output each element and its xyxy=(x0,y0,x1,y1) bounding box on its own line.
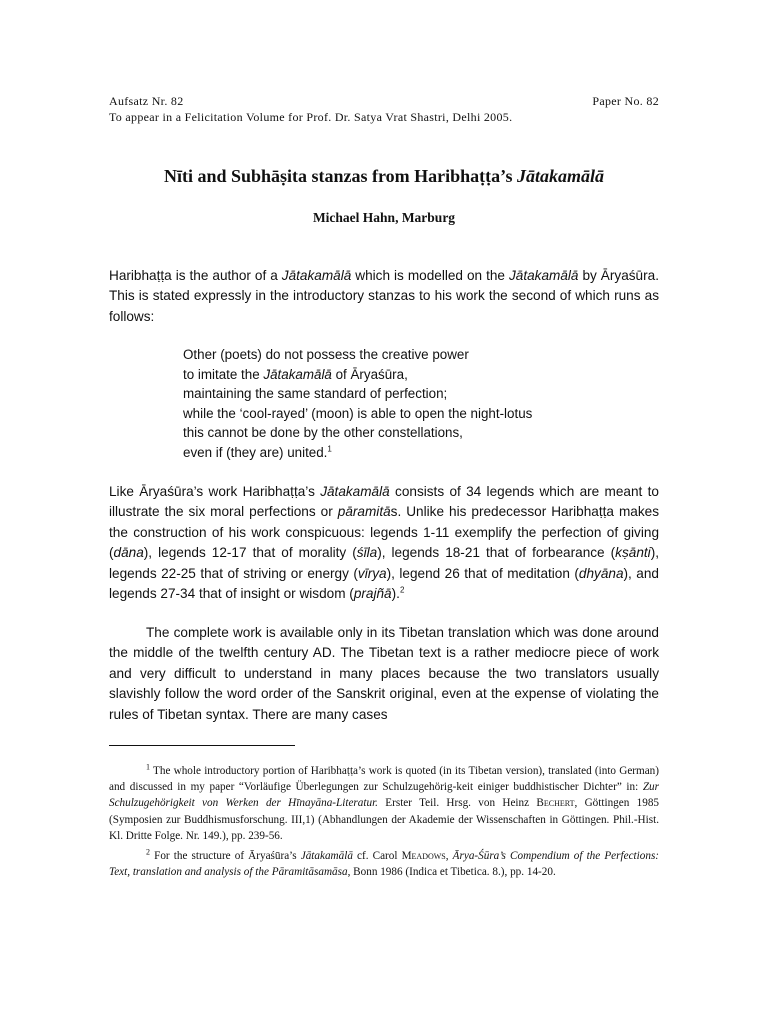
header-aufsatz-number: Aufsatz Nr. 82 xyxy=(109,94,184,108)
footnote-ref-2: 2 xyxy=(399,585,405,595)
verse-line: to imitate the Jātakamālā of Āryaśūra, xyxy=(183,366,408,382)
verse-quote xyxy=(183,345,603,462)
header-paper-number: Paper No. 82 xyxy=(592,94,659,108)
paragraph-structure: Like Āryaśūra’s work Haribhaṭṭa’s Jātakamālā consists of 34 legends which are meant to illustrate the six moral perfections or pāramitās. Unlike his predecessor Haribhaṭṭa makes the construction of his work conspicuous: legends 1-11 exemplify the perfection of giving (dāna), legends 12-17 that of morality (śīla), legends 18-21 that of forbearance (kṣānti), legends 22-25 that of striving or energy (vīrya), legend 26 that of meditation (dhyāna), and legends 27-34 that of insight or wisdom (prajñā).$^2$ xyxy=(109,484,659,602)
header-publication-note: To appear in a Felicitation Volume for Prof. Dr. Satya Vrat Shastri, Delhi 2005. xyxy=(109,109,513,124)
page-title xyxy=(109,166,659,187)
verse-line: maintaining the same standard of perfection; xyxy=(183,386,448,401)
author-line: Michael Hahn, Marburg xyxy=(312,210,456,225)
paragraph-intro: Haribhaṭṭa is the author of a Jātakamālā which is modelled on the Jātakamālā by Āryaśūra. This is stated expressly in the introductory stanzas to his work the second of which runs as follows: xyxy=(109,268,659,324)
footnote-2: $^2$ For the structure of Āryaśūra’s Jātakamālā cf. Carol Meadows, Ārya-Śūra’s Compendium of the Perfections: Text, translation and analysis of the Pāramitāsamāsa, Bonn 1986 (Indica et Tibetica. 8.), pp. 14-20. xyxy=(109,847,660,879)
verse-line: even if (they are) united.$^1$ xyxy=(183,444,332,460)
title-italic: Jātakamālā xyxy=(517,166,605,186)
footnote-1: $^1$ The whole introductory portion of Haribhaṭṭa’s work is quoted (in its Tibetan version), translated (into German) and discussed in my paper “Vorläufige Überlegungen zur Schulzugehörig-keit einiger buddhistischer Dichter” in: Zur Schulzugehörigkeit von Werken der Hīnayāna-Literatur. Erster Teil. Hrsg. von Heinz Bechert, Göttingen 1985 (Symposien zur Buddhismusforschung. III,1) (Abhandlungen der Akademie der Wissenschaften in Göttingen. Phil.-Hist. Kl. Dritte Folge. Nr. 149.), pp. 239-56. xyxy=(109,762,660,842)
page-header xyxy=(109,94,659,125)
verse-line: while the ‘cool-rayed’ (moon) is able to open the night-lotus xyxy=(183,405,533,421)
footnote-ref-1: 1 xyxy=(327,444,332,454)
footnote-divider xyxy=(109,745,295,746)
verse-line: this cannot be done by the other constellations, xyxy=(183,425,463,440)
paragraph-tibetan: The complete work is available only in its Tibetan translation which was done around the middle of the twelfth century AD. The Tibetan text is a rather mediocre piece of work and very difficult to understand in many places because the two translators usually slavishly follow the word order of the Sanskrit original, even at the expense of violating the rules of Tibetan syntax. There are many cases xyxy=(109,625,659,722)
title-main: Nīti and Subhāṣita stanzas from Haribhaṭṭa’s xyxy=(163,166,518,186)
verse-line: Other (poets) do not possess the creative power xyxy=(183,347,469,362)
footnotes xyxy=(109,763,659,884)
